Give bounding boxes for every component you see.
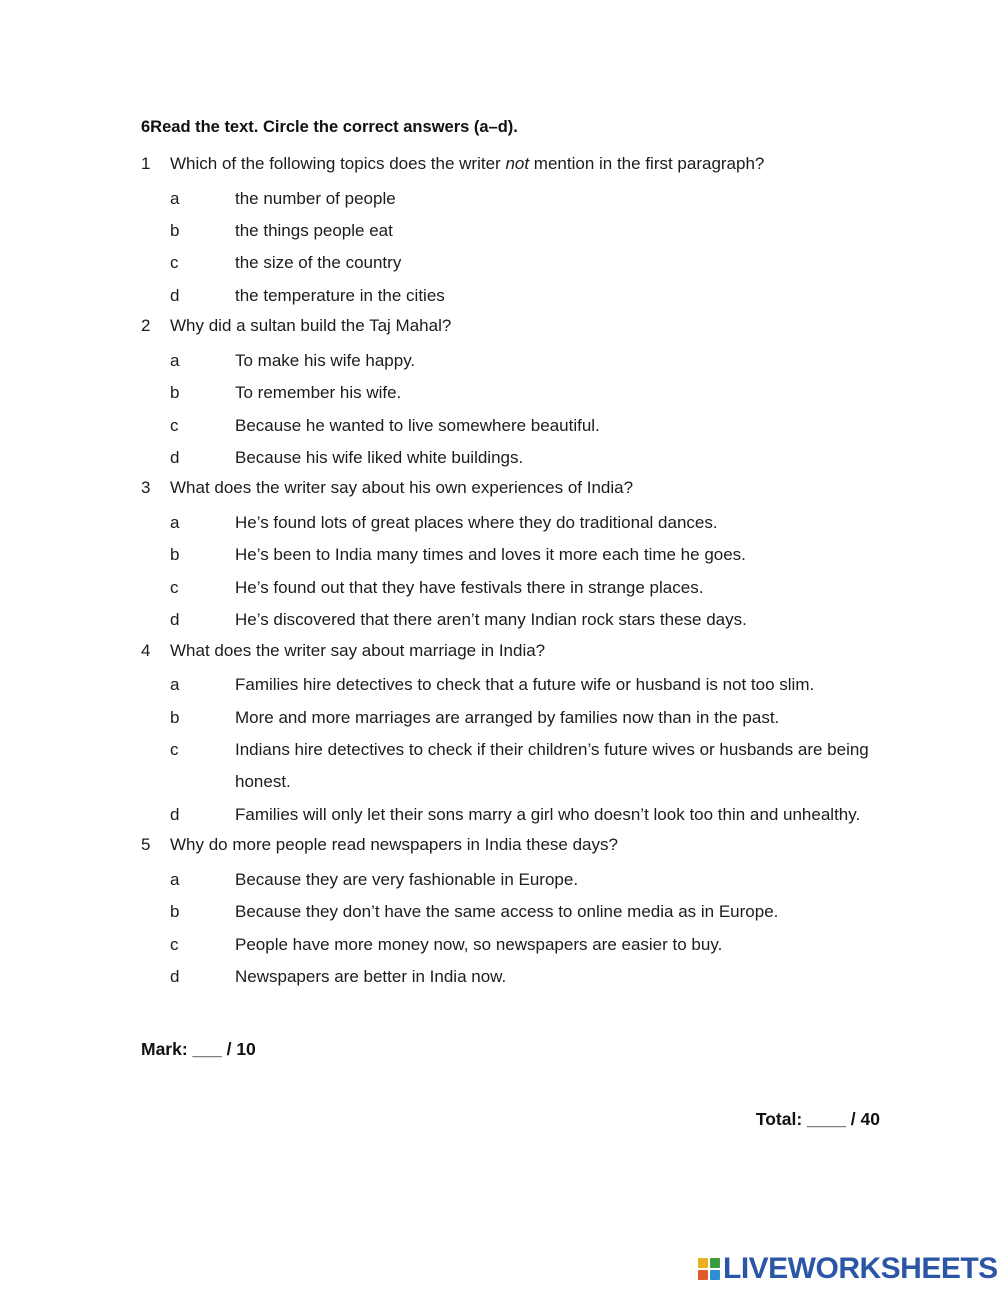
option-b[interactable] (141, 215, 901, 247)
option-c[interactable] (141, 410, 901, 442)
option-c[interactable] (141, 572, 901, 604)
question-text: What does the writer say about his own experiences of India? (170, 478, 634, 498)
instruction-heading: 6Read the text. Circle the correct answers (a–d). (141, 118, 518, 136)
question-text: What does the writer say about marriage in India? (170, 640, 546, 660)
question-number: 4 (141, 640, 151, 660)
option-text: He’s discovered that there aren’t many Indian rock stars these days. (235, 610, 747, 630)
option-a[interactable] (141, 345, 901, 377)
option-text: Indians hire detectives to check if their children’s future wives or husbands are being honest. (235, 740, 869, 792)
option-letter: a (170, 675, 180, 695)
option-letter: c (170, 740, 179, 760)
option-text: Because his wife liked white buildings. (235, 448, 524, 468)
logo-square-2 (710, 1258, 720, 1268)
logo-text: LIVEWORKSHEETS (723, 1252, 998, 1285)
total-score: Total: ____ / 40 (755, 1109, 880, 1129)
option-a[interactable] (141, 864, 901, 896)
option-d[interactable] (141, 280, 901, 312)
question-list (141, 150, 901, 994)
question-1 (141, 150, 901, 312)
option-text: To remember his wife. (235, 383, 402, 403)
option-text: Families hire detectives to check that a future wife or husband is not too slim. (235, 675, 815, 695)
question-3 (141, 474, 901, 636)
option-letter: d (170, 448, 180, 468)
option-a[interactable] (141, 507, 901, 539)
question-text: Which of the following topics does the writer not mention in the first paragraph? (170, 154, 765, 173)
liveworksheets-logo (698, 1253, 998, 1285)
emphasis-text: not (505, 154, 530, 173)
option-a[interactable] (141, 669, 901, 701)
option-letter: b (170, 545, 180, 565)
question-number: 1 (141, 154, 151, 173)
option-text: More and more marriages are arranged by families now than in the past. (235, 707, 780, 727)
question-line (141, 831, 901, 864)
mark-score: Mark: ___ / 10 (141, 1039, 256, 1059)
option-letter: c (170, 934, 179, 954)
option-text: To make his wife happy. (235, 350, 416, 370)
option-text: People have more money now, so newspapers are easier to buy. (235, 934, 723, 954)
question-line (141, 150, 901, 183)
option-d[interactable] (141, 442, 901, 474)
question-line (141, 312, 901, 345)
option-b[interactable] (141, 702, 901, 734)
option-d[interactable] (141, 604, 901, 636)
option-text: He’s found out that they have festivals there in strange places. (235, 577, 704, 597)
option-c[interactable] (141, 247, 901, 279)
option-text: Newspapers are better in India now. (235, 967, 507, 987)
option-letter: a (170, 869, 180, 889)
option-letter: d (170, 285, 180, 305)
logo-square-4 (710, 1270, 720, 1280)
option-c[interactable] (141, 929, 901, 961)
option-d[interactable] (141, 961, 901, 993)
question-text: Why did a sultan build the Taj Mahal? (170, 316, 452, 336)
question-text: Why do more people read newspapers in India these days? (170, 835, 618, 855)
option-a[interactable] (141, 183, 901, 215)
option-text: the size of the country (235, 253, 402, 273)
logo-squares-icon (698, 1258, 720, 1280)
option-letter: c (170, 415, 179, 435)
question-line (141, 474, 901, 507)
option-letter: b (170, 383, 180, 403)
logo-square-1 (698, 1258, 708, 1268)
option-letter: a (170, 188, 180, 208)
option-text: the temperature in the cities (235, 285, 445, 305)
logo-square-3 (698, 1270, 708, 1280)
option-letter: d (170, 804, 180, 824)
option-b[interactable] (141, 539, 901, 571)
option-letter: d (170, 610, 180, 630)
option-text: He’s been to India many times and loves it more each time he goes. (235, 545, 746, 565)
option-b[interactable] (141, 377, 901, 409)
option-d[interactable] (141, 799, 901, 831)
option-letter: c (170, 253, 179, 273)
option-text: the things people eat (235, 221, 393, 240)
option-letter: a (170, 513, 180, 533)
option-text: He’s found lots of great places where they do traditional dances. (235, 513, 718, 533)
option-text: Because they don’t have the same access to online media as in Europe. (235, 902, 779, 922)
option-letter: a (170, 350, 180, 370)
question-number: 2 (141, 316, 151, 336)
question-number: 3 (141, 478, 151, 498)
option-letter: d (170, 967, 180, 987)
option-letter: c (170, 577, 179, 597)
question-number: 5 (141, 835, 151, 855)
option-letter: b (170, 902, 180, 922)
option-text: Because they are very fashionable in Europe. (235, 869, 579, 889)
option-c[interactable] (141, 734, 901, 799)
option-b[interactable] (141, 896, 901, 928)
question-5 (141, 831, 901, 993)
question-2 (141, 312, 901, 474)
option-letter: b (170, 707, 180, 727)
option-text: the number of people (235, 188, 396, 208)
question-4 (141, 637, 901, 832)
option-text: Families will only let their sons marry a girl who doesn’t look too thin and unhealthy. (235, 804, 861, 824)
option-text: Because he wanted to live somewhere beautiful. (235, 415, 600, 435)
question-line (141, 637, 901, 670)
option-letter: b (170, 221, 180, 240)
